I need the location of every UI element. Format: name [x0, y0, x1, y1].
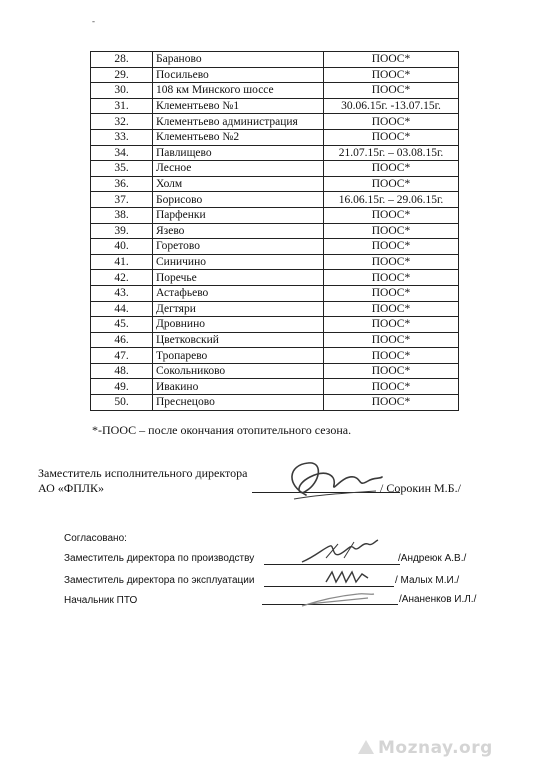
row-number: 46.	[91, 332, 153, 348]
director-title-line1: Заместитель исполнительного директора	[38, 466, 248, 480]
shutdown-period: ПООС*	[324, 301, 459, 317]
shutdown-period: 30.06.15г. -13.07.15г.	[324, 98, 459, 114]
table-row	[91, 52, 459, 68]
row-number: 39.	[91, 223, 153, 239]
table-row	[91, 332, 459, 348]
row-number: 35.	[91, 161, 153, 177]
row-number: 44.	[91, 301, 153, 317]
shutdown-period: ПООС*	[324, 223, 459, 239]
row-number: 31.	[91, 98, 153, 114]
settlement-name: Горетово	[153, 239, 324, 255]
row-number: 28.	[91, 52, 153, 68]
signer-role-production: Заместитель директора по производству	[64, 553, 255, 564]
row-number: 48.	[91, 363, 153, 379]
corner-mark: -	[92, 16, 95, 26]
shutdown-period: ПООС*	[324, 254, 459, 270]
table-row	[91, 395, 459, 411]
settlement-name: Павлищево	[153, 145, 324, 161]
shutdown-period: ПООС*	[324, 332, 459, 348]
shutdown-period: ПООС*	[324, 379, 459, 395]
table-row	[91, 317, 459, 333]
table-row	[91, 161, 459, 177]
table-row	[91, 270, 459, 286]
signer-role-operations: Заместитель директора по эксплуатации	[64, 575, 255, 586]
shutdown-period: ПООС*	[324, 176, 459, 192]
director-title-line2: АО «ФПЛК»	[38, 481, 105, 495]
signer-production-signature-icon	[296, 538, 382, 568]
table-row	[91, 301, 459, 317]
table-row	[91, 83, 459, 99]
settlement-name: Ивакино	[153, 379, 324, 395]
table-row	[91, 176, 459, 192]
shutdown-period: ПООС*	[324, 129, 459, 145]
footnote: *-ПООС – после окончания отопительного сезона.	[92, 423, 352, 437]
signer-pto-signature-icon	[298, 590, 376, 610]
settlement-name: Посильево	[153, 67, 324, 83]
agreed-title: Согласовано:	[64, 533, 127, 544]
shutdown-period: ПООС*	[324, 52, 459, 68]
row-number: 36.	[91, 176, 153, 192]
row-number: 43.	[91, 285, 153, 301]
shutdown-period: ПООС*	[324, 161, 459, 177]
director-signature-icon	[276, 455, 386, 505]
settlement-name: Парфенки	[153, 207, 324, 223]
settlement-name: Клементьево №2	[153, 129, 324, 145]
table-row	[91, 363, 459, 379]
table-row	[91, 285, 459, 301]
signer-line-operations	[264, 586, 394, 587]
settlement-name: Клементьево администрация	[153, 114, 324, 130]
row-number: 32.	[91, 114, 153, 130]
shutdown-period: ПООС*	[324, 114, 459, 130]
settlement-name: Язево	[153, 223, 324, 239]
signer-operations-signature-icon	[322, 568, 372, 586]
shutdown-period: 21.07.15г. – 03.08.15г.	[324, 145, 459, 161]
signer-role-pto: Начальник ПТО	[64, 595, 138, 606]
row-number: 49.	[91, 379, 153, 395]
shutdown-period: ПООС*	[324, 285, 459, 301]
settlement-name: Преснецово	[153, 395, 324, 411]
row-number: 40.	[91, 239, 153, 255]
settlement-name: Лесное	[153, 161, 324, 177]
shutdown-period: ПООС*	[324, 67, 459, 83]
row-number: 30.	[91, 83, 153, 99]
table-row	[91, 145, 459, 161]
settlement-name: Дегтяри	[153, 301, 324, 317]
settlement-name: Дровнино	[153, 317, 324, 333]
schedule-table-body	[91, 52, 459, 411]
row-number: 33.	[91, 129, 153, 145]
director-name: / Сорокин М.Б./	[380, 481, 461, 495]
row-number: 45.	[91, 317, 153, 333]
signer-name-production: /Андреюк А.В./	[398, 553, 467, 564]
table-row	[91, 129, 459, 145]
settlement-name: Холм	[153, 176, 324, 192]
watermark-logo-icon	[356, 738, 376, 756]
table-row	[91, 239, 459, 255]
shutdown-period: ПООС*	[324, 270, 459, 286]
settlement-name: Борисово	[153, 192, 324, 208]
watermark: Moznay.org	[378, 738, 493, 758]
row-number: 38.	[91, 207, 153, 223]
shutdown-period: ПООС*	[324, 363, 459, 379]
table-row	[91, 348, 459, 364]
shutdown-period: ПООС*	[324, 239, 459, 255]
director-title	[38, 466, 247, 496]
row-number: 34.	[91, 145, 153, 161]
schedule-table	[90, 51, 459, 411]
settlement-name: Синичино	[153, 254, 324, 270]
settlement-name: Астафьево	[153, 285, 324, 301]
settlement-name: Бараново	[153, 52, 324, 68]
row-number: 47.	[91, 348, 153, 364]
shutdown-period: ПООС*	[324, 317, 459, 333]
row-number: 37.	[91, 192, 153, 208]
settlement-name: 108 км Минского шоссе	[153, 83, 324, 99]
settlement-name: Клементьево №1	[153, 98, 324, 114]
row-number: 42.	[91, 270, 153, 286]
shutdown-period: ПООС*	[324, 83, 459, 99]
settlement-name: Цветковский	[153, 332, 324, 348]
settlement-name: Сокольниково	[153, 363, 324, 379]
settlement-name: Тропарево	[153, 348, 324, 364]
signer-name-operations: / Малых М.И./	[395, 575, 460, 586]
settlement-name: Поречье	[153, 270, 324, 286]
shutdown-period: 16.06.15г. – 29.06.15г.	[324, 192, 459, 208]
table-row	[91, 223, 459, 239]
shutdown-period: ПООС*	[324, 395, 459, 411]
table-row	[91, 379, 459, 395]
row-number: 41.	[91, 254, 153, 270]
shutdown-period: ПООС*	[324, 207, 459, 223]
table-row	[91, 254, 459, 270]
table-row	[91, 192, 459, 208]
signer-name-pto: /Ананенков И.Л./	[399, 594, 477, 605]
shutdown-period: ПООС*	[324, 348, 459, 364]
table-row	[91, 98, 459, 114]
table-row	[91, 67, 459, 83]
table-row	[91, 114, 459, 130]
row-number: 50.	[91, 395, 153, 411]
row-number: 29.	[91, 67, 153, 83]
table-row	[91, 207, 459, 223]
